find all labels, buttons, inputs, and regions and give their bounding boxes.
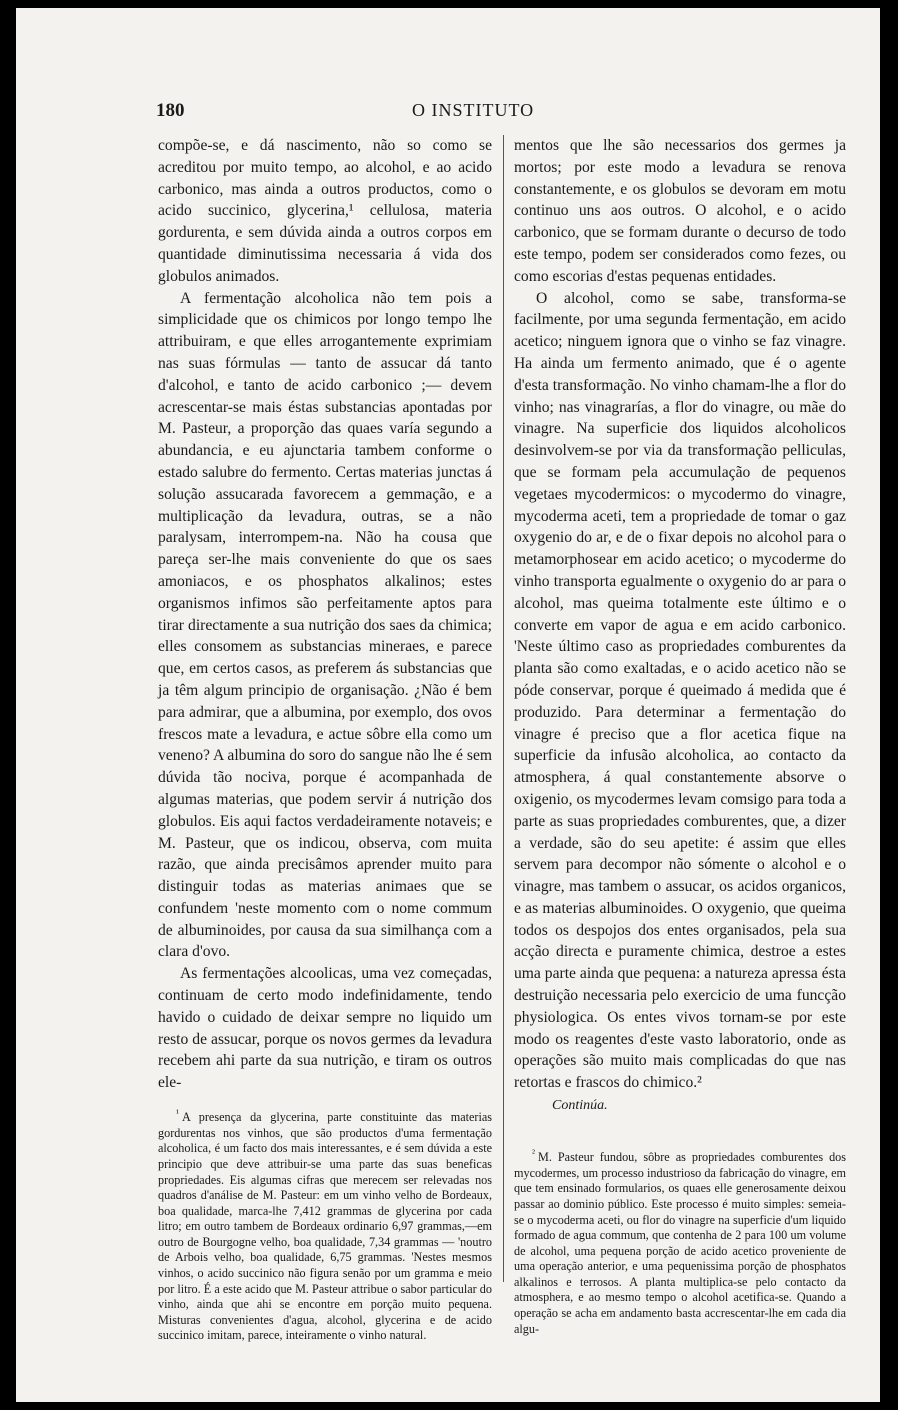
footnote-mark: ¹	[176, 1108, 179, 1120]
footnote-1	[158, 1106, 492, 1344]
page-number: 180	[156, 100, 185, 121]
paragraph: As fermentações alcoolicas, uma vez começadas, continuam de certo modo indefinidamente, tendo havido o cuidado de deixar sempre no liquido um resto de assucar, porque os novos germes da levadura recebem ahi parte da sua nutrição, e tiram os outros ele-	[158, 965, 492, 1092]
column-divider	[503, 135, 504, 1282]
left-column	[158, 135, 492, 1344]
journal-page	[16, 8, 880, 1402]
page-header	[16, 96, 880, 126]
continua-label: Continúa.	[552, 1098, 608, 1114]
footnote-mark: ²	[532, 1148, 535, 1160]
paragraph: compõe-se, e dá nascimento, não so como se acreditou por muito tempo, ao alcohol, e ao acido carbonico, mas ainda a outros productos, como o acido succinico, glycerina,¹ cellulosa, materia gordurenta, e sem dúvida ainda a outros corpos em quantidade diminutissima necessaria á vida dos globulos animados.	[158, 137, 492, 285]
paragraph: mentos que lhe são necessarios dos germes ja mortos; por este modo a levadura se renova constantemente, e os globulos se devoram em motu continuo uns aos outros. O alcohol, e o acido carbonico, que se formam durante o decurso de todo este tempo, podem ser considerados como fezes, ou como escorias d'estas pequenas entidades.	[514, 137, 846, 285]
paragraph: O alcohol, como se sabe, transforma-se facilmente, por uma segunda fermentação, em acido acetico; ninguem ignora que o vinho se faz vinagre. Ha ainda um fermento animado, que é o agente d'esta transformação. No vinho chamam-lhe a flor do vinho; nas vinagrarías, a flor do vinagre, ou mãe do vinagre. Na superficie dos liquidos alcoholicos desinvolvem-se por via da transformação pelliculas, que se formam pela accumulação de pequenos vegetaes mycodermicos: o mycodermo do vinagre, mycoderma aceti, tem a propriedade de tomar o gaz oxygenio do ar, e de o fixar depois no alcohol para o metamorphosear em acido acetico; o mycoderme do vinho transporta egualmente o oxygenio do ar para o alcohol, mas queima totalmente este último e o converte em vapor de agua e em acido carbonico. 'Neste último caso as propriedades comburentes da planta são como exaltadas, e o acido acetico não se póde conservar, porque é queimado á medida que é produzido. Para determinar a fermentação do vinagre é preciso que a flor acetica fique na superficie da infusão alcoholica, ao contacto da atmosphera, á qual constantemente absorve o oxigenio, os mycodermes levam comsigo para toda a parte as suas propriedades comburentes, que, a dizer a verdade, são do seu apetite: é assim que elles servem para decompor não sómente o alcohol e o vinagre, mas tambem o assucar, os acidos organicos, e as materias albuminoides. O oxygenio, que queima todos os despojos dos entes organisados, pela sua acção directa e puramente chimica, destroe a estes uma parte ainda que pequena: a natureza apressa ésta destruição necessaria pelo exercicio de uma funcção physiologica. Os entes vivos tornam-se por este modo os reagentes d'este vasto laboratorio, onde as operações são muito mais complicadas do que nas retortas e frascos do chimico.²	[514, 289, 846, 1092]
footnote-text: M. Pasteur fundou, sôbre as propriedades comburentes dos mycodermes, um processo industrioso da fabricação do vinagre, em que tem ensinado formularios, os quaes elle generosamente deixou passar ao dominio público. Este processo é muito simples: semeia-se o mycoderma aceti, ou flor do vinagre na superficie d'um liquido formado de agua commum, que contenha de 2 para 100 um volume de alcohol, uma pequena porção de acido acetico proveniente de uma operação anterior, e uma pequenissima porção de phosphatos alkalinos e terrosos. A planta multiplica-se pelo contacto da atmosphera, e ao mesmo tempo o alcohol acetifica-se. Quando a operação se acha em andamento basta accrescentar-lhe em cada dia algu-	[514, 1150, 846, 1336]
footnote-2	[514, 1146, 846, 1337]
paragraph: A fermentação alcoholica não tem pois a simplicidade que os chimicos por longo tempo lhe attribuiram, e que elles arrogantemente exprimiam nas suas fórmulas — tanto de assucar dá tanto d'alcohol, e tanto de acido carbonico ;— devem acrescentar-se mais éstas substancias apontadas por M. Pasteur, a proporção das quaes varía segundo a abundancia, e eu ajunctaria tambem conforme o estado salubre do fermento. Certas materias junctas á solução assucarada favorecem a gemmação, e a multiplicação da levadura, outras, se a não paralysam, interrompem-na. Não ha cousa que pareça ser-lhe mais conveniente do que os saes amoniacos, e os phosphatos alkalinos; estes organismos infimos são perfeitamente aptos para tirar directamente a sua nutrição dos saes da chimica; elles consomem as substancias mineraes, e parece que, em certos casos, as preferem ás substancias que ja têm algum principio de organisação. ¿Não é bem para admirar, que a albumina, por exemplo, dos ovos frescos mate a levadura, e actue sôbre ella como um veneno? A albumina do soro do sangue não lhe é sem dúvida tão nociva, porque é acompanhada de algumas materias, que podem servir á nutrição dos globulos. Eis aqui factos verdadeiramente notaveis; e M. Pasteur, que os indicou, observa, com muita razão, que ainda precisâmos aprender muito para distinguir todas as materias animaes que se confundem 'neste momento com o nome commum de albuminoides, por causa da sua similhança com a clara d'ovo.	[158, 289, 492, 961]
footnote-text: A presença da glycerina, parte constituinte das materias gordurentas nos vinhos, que são productos d'uma fermentação alcoholica, é um facto dos mais interessantes, e é sem dúvida a este principio que deve attribuir-se uma parte das suas beneficas propriedades. Eis algumas cifras que merecem ser relevadas nos quadros d'análise de M. Pasteur: em um vinho velho de Bordeaux, boa qualidade, marca-lhe 7,412 grammas de glycerina por cada litro; em outro tambem de Bordeaux ordinario 6,97 grammas,—em outro de Bourgogne velho, boa qualidade, 7,34 grammas — 'noutro de Arbois velho, boa qualidade, 6,75 grammas. 'Nestes mesmos vinhos, o acido succinico não figura senão por um gramma e meio por litro. É a este acido que M. Pasteur attribue o sabor particular do vinho, ainda que ahi se encontre em porção muito pequena. Misturas convenientes d'agua, alcohol, glycerina e de acido succinico imitam, parece, inteiramente o vinho natural.	[158, 1110, 492, 1343]
running-title: O INSTITUTO	[412, 100, 535, 120]
right-column	[514, 135, 846, 1337]
